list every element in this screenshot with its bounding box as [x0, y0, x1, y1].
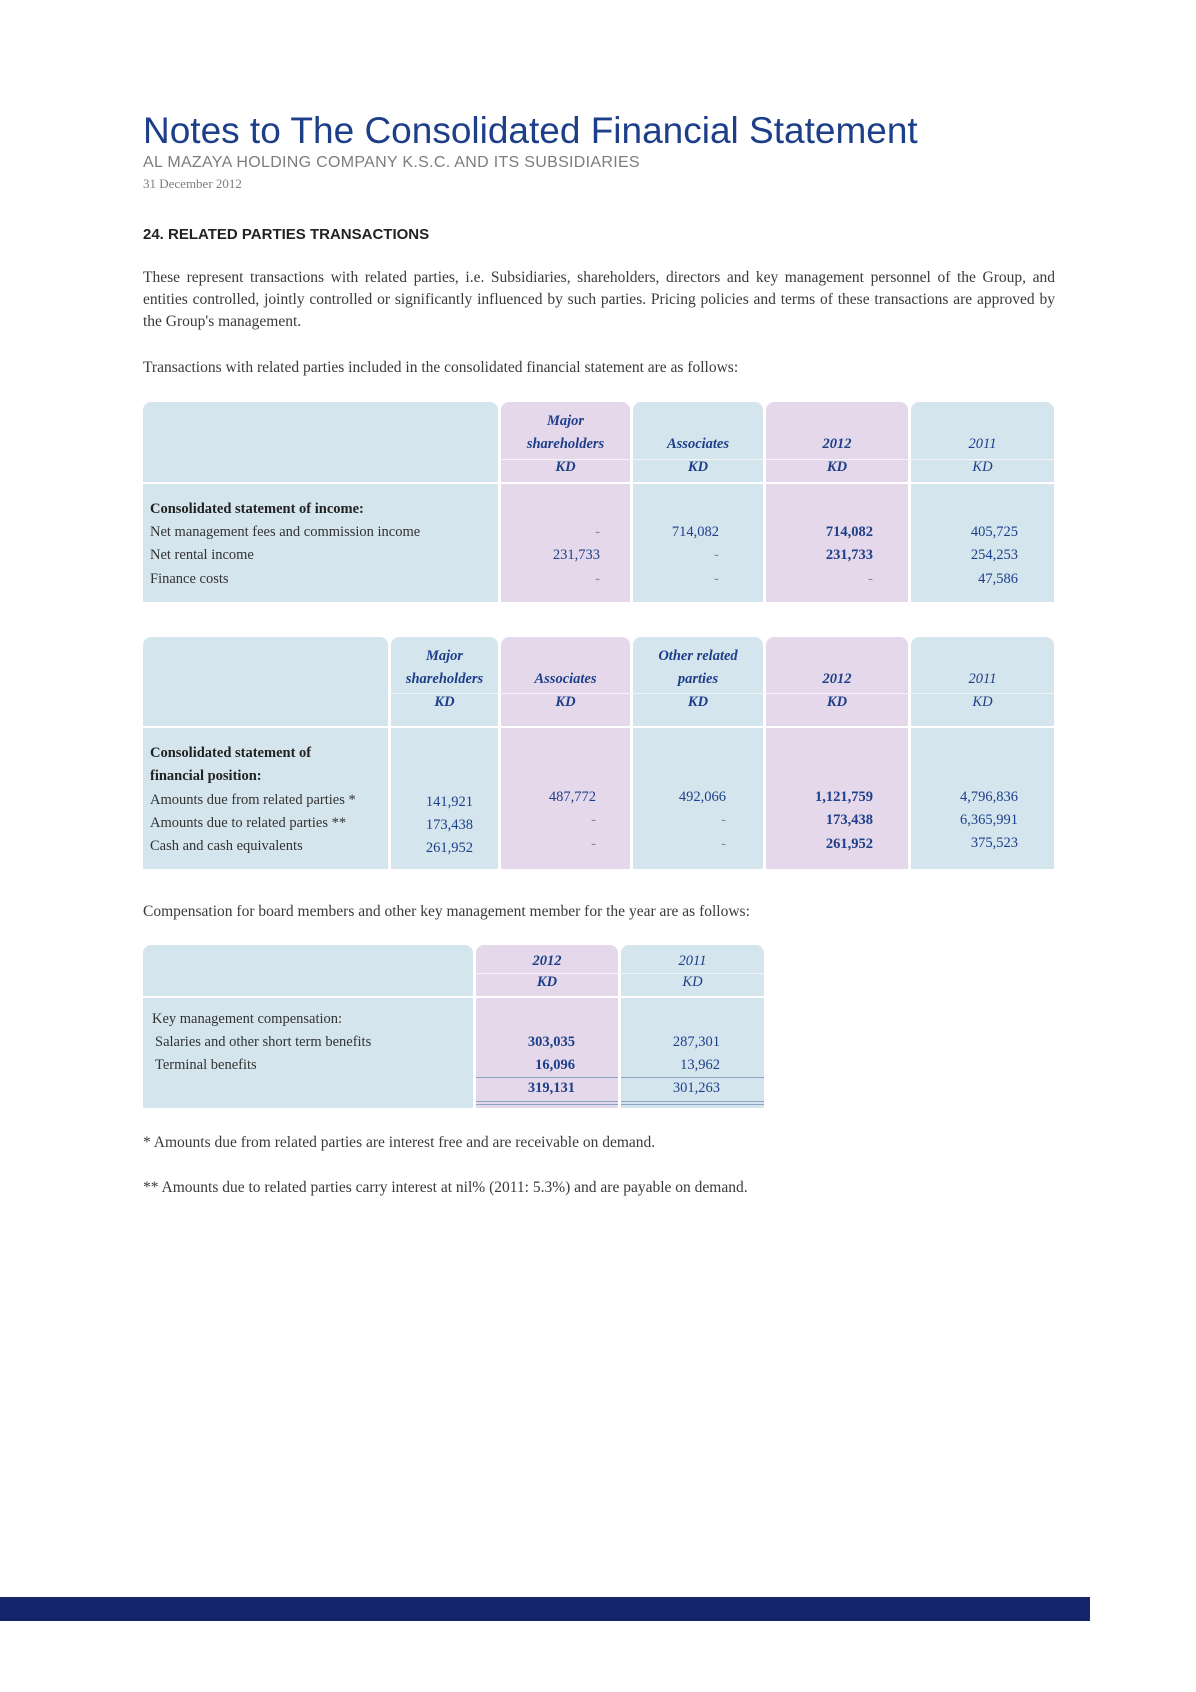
t1-hdr-major-2: shareholders [526, 436, 605, 452]
t1-row3-label: Finance costs [150, 571, 229, 587]
t3-row2-2011: 13,962 [680, 1057, 720, 1073]
t1-row3-major: - [595, 571, 600, 587]
t1-row2-label: Net rental income [150, 547, 254, 563]
footnote-2: ** Amounts due to related parties carry interest at nil% (2011: 5.3%) and are payable on demand. [143, 1179, 748, 1196]
t3-group-label: Key management compensation: [152, 1011, 343, 1027]
t1-row1-label: Net management fees and commission income [150, 524, 421, 540]
page-title: Notes to The Consolidated Financial Statement [143, 110, 918, 151]
t1-row2-2012: 231,733 [825, 547, 873, 563]
table3-lead: Compensation for board members and other key management member for the year are as follows: [143, 903, 750, 920]
t1-hdr-major-kd: KD [555, 459, 576, 475]
t2-hdr-major-1: Major [425, 648, 464, 664]
t2-hdr-assoc: Associates [534, 671, 597, 687]
t2-hdr-2012-kd: KD [826, 694, 848, 710]
t1-row3-assoc: - [714, 571, 719, 587]
t2-row1-2012: 1,121,759 [815, 789, 873, 805]
t2-row1-assoc: 487,772 [548, 789, 596, 805]
t1-row1-2012: 714,082 [825, 524, 873, 540]
t2-row1-2011: 4,796,836 [960, 789, 1018, 805]
footer-bar [0, 1597, 1090, 1621]
t2-row2-2011: 6,365,991 [960, 812, 1018, 828]
table1-lead: Transactions with related parties included in the consolidated financial statement are as follows: [143, 359, 739, 376]
t2-row3-2011: 375,523 [970, 835, 1018, 851]
t1-row3-2011: 47,586 [978, 571, 1018, 587]
t2-row2-2012: 173,438 [825, 812, 873, 828]
t2-hdr-other-kd: KD [687, 694, 709, 710]
t1-row3-2012: - [868, 571, 873, 587]
t2-row1-major: 141,921 [425, 794, 473, 810]
t1-row1-2011: 405,725 [970, 524, 1018, 540]
t2-row1-other: 492,066 [678, 789, 726, 805]
t2-hdr-other-1: Other related [658, 648, 738, 664]
section-heading: 24. RELATED PARTIES TRANSACTIONS [143, 226, 430, 243]
t2-row3-major: 261,952 [425, 840, 473, 856]
t1-row2-assoc: - [714, 547, 719, 563]
t1-group-label: Consolidated statement of income: [150, 501, 364, 517]
t1-hdr-2011: 2011 [968, 436, 997, 452]
t3-row2-2012: 16,096 [535, 1057, 575, 1073]
t1-hdr-2012-kd: KD [826, 459, 848, 475]
t3-row1-2012: 303,035 [527, 1034, 575, 1050]
report-date: 31 December 2012 [143, 176, 242, 191]
t2-row2-other: - [721, 812, 726, 828]
t1-hdr-2011-kd: KD [972, 459, 993, 475]
t2-hdr-2011-kd: KD [972, 694, 993, 710]
t2-hdr-major-2: shareholders [405, 671, 484, 687]
t1-row2-2011: 254,253 [970, 547, 1018, 563]
footnote-1: * Amounts due from related parties are interest free and are receivable on demand. [143, 1134, 656, 1151]
t1-hdr-2012: 2012 [822, 436, 852, 452]
t2-hdr-2012: 2012 [822, 671, 852, 687]
t1-hdr-assoc: Associates [666, 436, 730, 452]
t3-hdr-2012: 2012 [532, 953, 562, 969]
t3-row1-label: Salaries and other short term benefits [155, 1034, 372, 1050]
t3-row1-2011: 287,301 [672, 1034, 720, 1050]
t1-hdr-major-1: Major [546, 413, 585, 429]
t2-row3-other: - [721, 836, 726, 852]
t3-hdr-2011: 2011 [678, 953, 707, 969]
t3-row2-label: Terminal benefits [155, 1057, 257, 1073]
t1-hdr-assoc-kd: KD [687, 459, 709, 475]
t2-group-label-2: financial position: [150, 768, 262, 784]
company-name: AL MAZAYA HOLDING COMPANY K.S.C. AND ITS SUBSIDIARIES [143, 154, 640, 171]
intro-paragraph: These represent transactions with related parties, i.e. Subsidiaries, shareholders, directors and key management personnel of the Group, and entities controlled, jointly controlled or significantly influenced by such parties. Pricing policies and terms of these transactions are approved by the Group's management. [143, 269, 1055, 330]
t3-total-2011: 301,263 [672, 1080, 720, 1096]
t2-hdr-major-kd: KD [434, 694, 455, 710]
t3-hdr-2012-kd: KD [536, 974, 558, 990]
t2-group-label-1: Consolidated statement of [150, 745, 312, 761]
t2-row3-label: Cash and cash equivalents [150, 838, 303, 854]
t2-row2-major: 173,438 [425, 817, 473, 833]
t2-row3-assoc: - [591, 836, 596, 852]
t1-row2-major: 231,733 [552, 547, 600, 563]
t2-hdr-2011: 2011 [968, 671, 997, 687]
t1-row1-major: - [595, 524, 600, 540]
t1-row1-assoc: 714,082 [671, 524, 719, 540]
t2-row2-label: Amounts due to related parties ** [150, 815, 347, 831]
t3-total-2012: 319,131 [527, 1080, 575, 1096]
t2-hdr-other-2: parties [677, 671, 719, 687]
t2-hdr-assoc-kd: KD [555, 694, 576, 710]
t2-row1-label: Amounts due from related parties * [150, 792, 356, 808]
t2-row2-assoc: - [591, 812, 596, 828]
t2-row3-2012: 261,952 [825, 836, 873, 852]
t3-hdr-2011-kd: KD [682, 974, 703, 990]
